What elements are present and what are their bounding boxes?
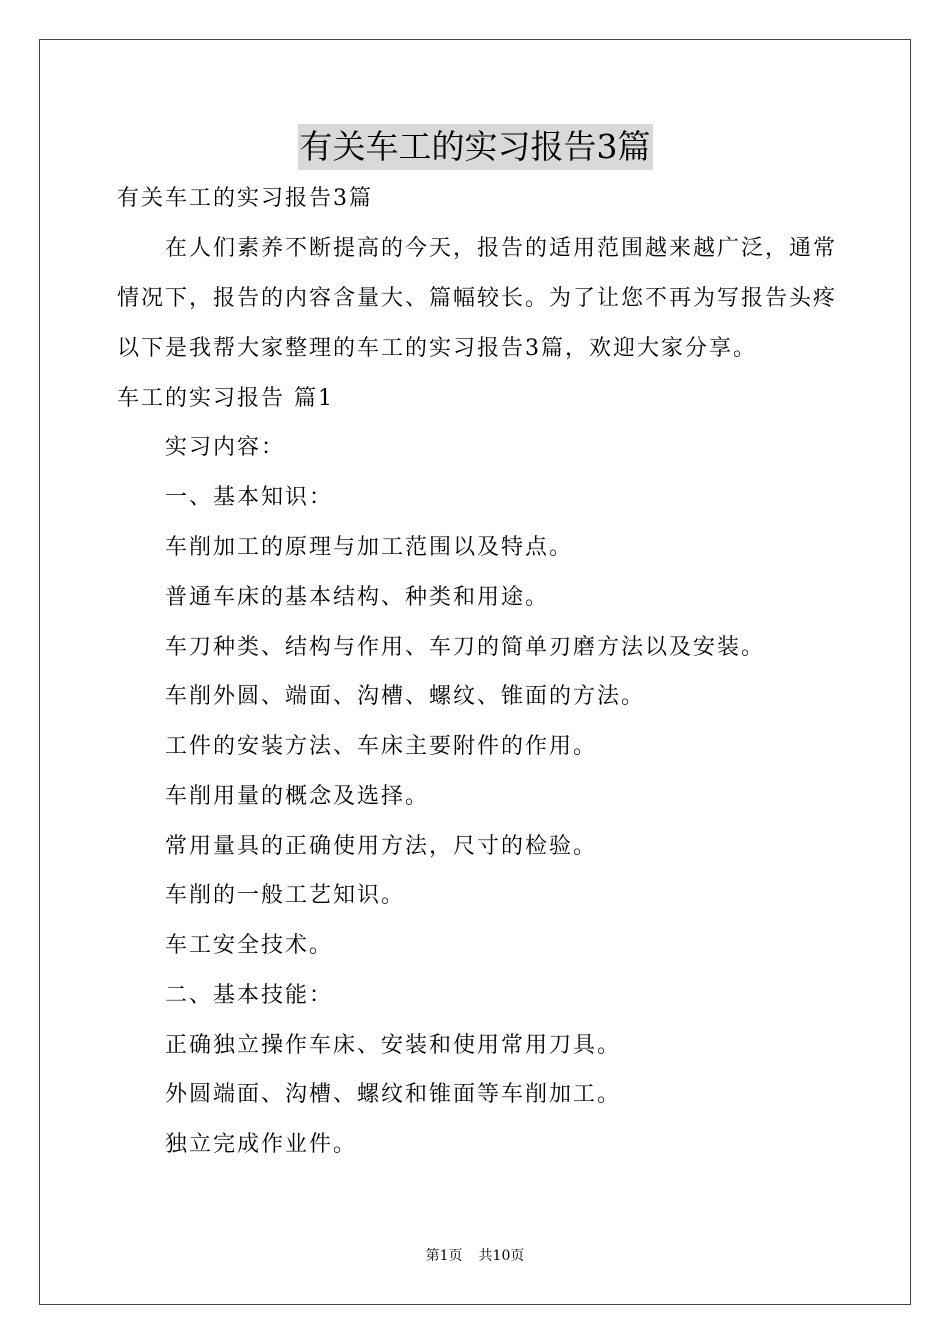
section-heading: 车工的实习报告 篇1 — [117, 386, 334, 411]
page-border — [39, 39, 911, 1305]
paragraph-line: 车削外圆、端面、沟槽、螺纹、锥面的方法。 — [165, 684, 646, 709]
paragraph-line: 车削用量的概念及选择。 — [165, 784, 430, 809]
paragraph-line: 车削的一般工艺知识。 — [165, 883, 406, 908]
page-total: 共10页 — [478, 1248, 525, 1264]
document-title: 有关车工的实习报告3篇 — [298, 124, 653, 170]
paragraph-line: 工件的安装方法、车床主要附件的作用。 — [165, 734, 598, 759]
paragraph-line: 外圆端面、沟槽、螺纹和锥面等车削加工。 — [165, 1082, 622, 1107]
paragraph-line: 情况下，报告的内容含量大、篇幅较长。为了让您不再为写报告头疼 — [117, 286, 838, 311]
subheading-line: 一、基本知识： — [165, 485, 334, 510]
paragraph-line: 实习内容： — [165, 435, 286, 460]
subtitle-line: 有关车工的实习报告3篇 — [117, 186, 373, 211]
paragraph-line: 普通车床的基本结构、种类和用途。 — [165, 585, 550, 610]
page-footer — [0, 1246, 950, 1266]
page-number: 第1页 — [425, 1248, 463, 1264]
paragraph-line: 在人们素养不断提高的今天，报告的适用范围越来越广泛，通常 — [165, 236, 838, 261]
paragraph-line: 以下是我帮大家整理的车工的实习报告3篇，欢迎大家分享。 — [117, 336, 757, 361]
paragraph-line: 正确独立操作车床、安装和使用常用刀具。 — [165, 1033, 622, 1058]
paragraph-line: 车削加工的原理与加工范围以及特点。 — [165, 535, 574, 560]
paragraph-line: 车工安全技术。 — [165, 933, 334, 958]
paragraph-line: 车刀种类、结构与作用、车刀的简单刃磨方法以及安装。 — [165, 635, 766, 660]
title-wrap — [0, 124, 950, 170]
paragraph-line: 独立完成作业件。 — [165, 1132, 358, 1157]
paragraph-line: 常用量具的正确使用方法，尺寸的检验。 — [165, 834, 598, 859]
subheading-line: 二、基本技能： — [165, 983, 334, 1008]
